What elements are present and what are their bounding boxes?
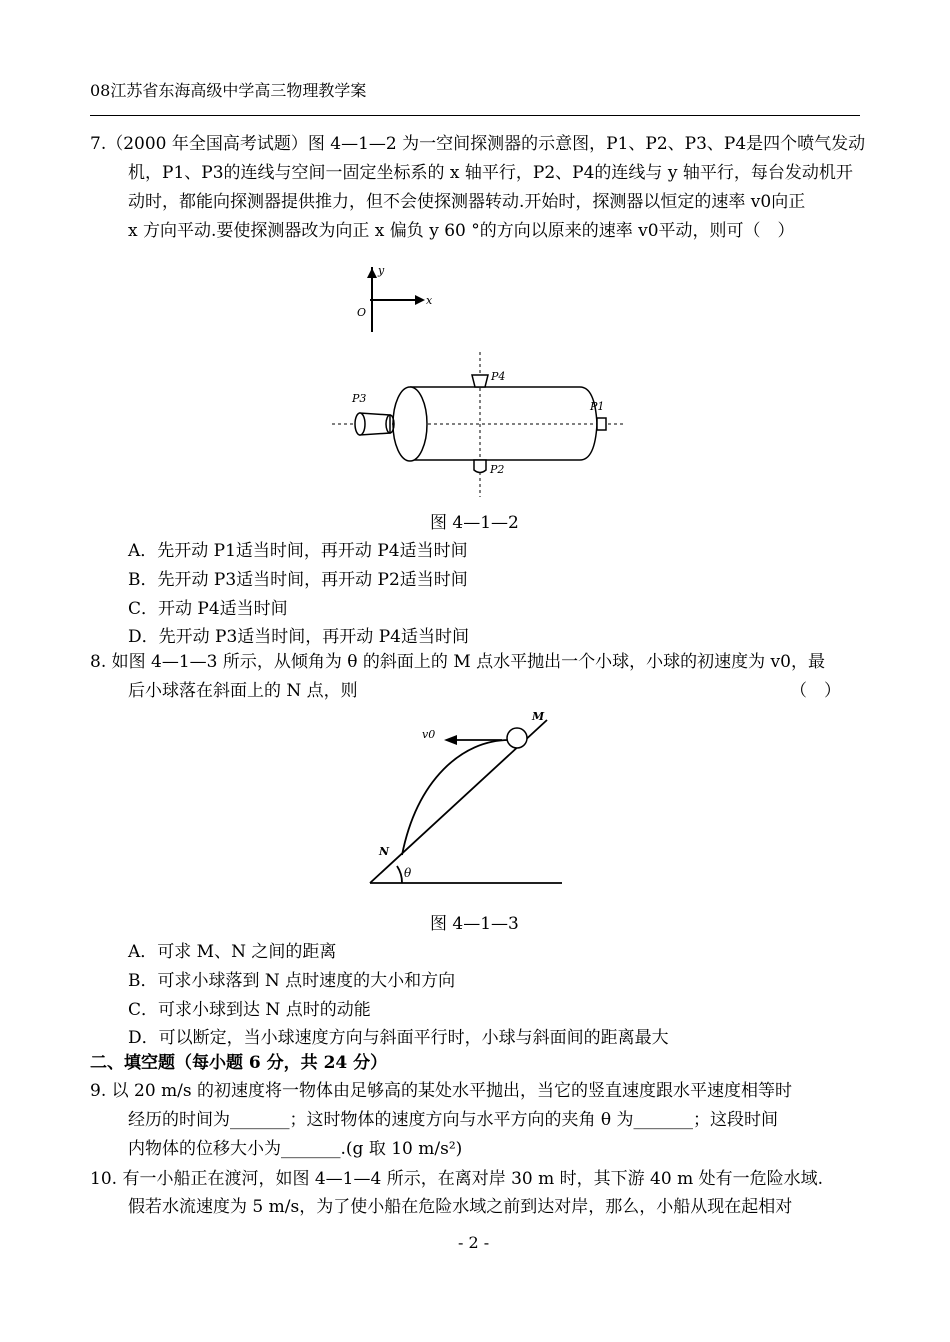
q9-line-1: 9. 以 20 m/s 的初速度将一物体由足够高的某处水平抛出，当它的竖直速度跟水平速度相等时 — [90, 1081, 793, 1101]
q8-answer-blank: （ ） — [790, 681, 841, 701]
q10-line-2: 假若水流速度为 5 m/s，为了使小船在危险水域之前到达对岸，那么，小船从现在起相对 — [128, 1197, 793, 1217]
q8-option-d: D．可以断定，当小球速度方向与斜面平行时，小球与斜面间的距离最大 — [128, 1028, 669, 1048]
q9-line-3: 内物体的位移大小为_______.(g 取 10 m/s²) — [128, 1139, 463, 1159]
q8-option-a: A．可求 M、N 之间的距离 — [128, 942, 337, 962]
n-label: N — [379, 845, 390, 858]
q7-line-4: x 方向平动.要使探测器改为向正 x 偏负 y 60 °的方向以原来的速率 v0平动，则可（ ） — [128, 221, 795, 241]
q8-option-c: C．可求小球到达 N 点时的动能 — [128, 1000, 371, 1020]
figure-4-1-2 — [320, 252, 632, 502]
m-label: M — [532, 710, 545, 723]
fig1-y-label: y — [378, 264, 385, 277]
figure-4-1-3 — [362, 700, 567, 900]
q9-line-2: 经历的时间为_______；这时物体的速度方向与水平方向的夹角 θ 为_______；这段时间 — [128, 1110, 779, 1130]
q7-option-b: B．先开动 P3适当时间，再开动 P2适当时间 — [128, 570, 468, 590]
p3-nozzle — [355, 413, 394, 435]
q7-option-a: A．先开动 P1适当时间，再开动 P4适当时间 — [128, 541, 468, 561]
p1-label: P1 — [590, 400, 605, 413]
v0-label: v0 — [422, 728, 436, 741]
ball — [507, 728, 527, 748]
q7-line-1: 7.（2000 年全国高考试题）图 4—1—2 为一空间探测器的示意图，P1、P2、P3、P4是四个喷气发动 — [90, 134, 866, 154]
p4-label: P4 — [491, 370, 506, 383]
page-header: 08江苏省东海高级中学高三物理教学案 — [90, 81, 367, 100]
q8-line-1: 8. 如图 4—1—3 所示，从倾角为 θ 的斜面上的 M 点水平抛出一个小球，小球的初速度为 v0，最 — [90, 652, 825, 672]
p1-nozzle — [597, 418, 606, 430]
p2-label: P2 — [490, 463, 505, 476]
header-rule — [90, 115, 860, 116]
figure-4-1-2-caption: 图 4—1—2 — [430, 513, 519, 533]
q8-option-b: B．可求小球落到 N 点时速度的大小和方向 — [128, 971, 456, 991]
figure-4-1-3-caption: 图 4—1—3 — [430, 914, 519, 934]
q7-line-2: 机，P1、P3的连线与空间一固定坐标系的 x 轴平行，P2、P4的连线与 y 轴平行，每台发动机开 — [128, 163, 853, 183]
q8-line-2: 后小球落在斜面上的 N 点，则 — [128, 681, 358, 701]
q7-line-3: 动时，都能向探测器提供推力，但不会使探测器转动.开始时，探测器以恒定的速率 v0向正 — [128, 192, 806, 212]
page-number: - 2 - — [458, 1233, 490, 1252]
q7-option-c: C．开动 P4适当时间 — [128, 599, 288, 619]
p3-label: P3 — [352, 392, 367, 405]
theta-label: θ — [404, 866, 412, 880]
section-2-title: 二、填空题（每小题 6 分，共 24 分） — [90, 1053, 388, 1073]
p4-nozzle — [472, 375, 488, 387]
theta-arc — [397, 866, 402, 883]
q7-option-d: D．先开动 P3适当时间，再开动 P4适当时间 — [128, 627, 469, 647]
fig1-x-label: x — [426, 294, 433, 307]
fig1-o-label: O — [357, 306, 367, 319]
p2-nozzle — [474, 460, 486, 473]
q10-line-1: 10. 有一小船正在渡河，如图 4—1—4 所示，在离对岸 30 m 时，其下游 40 m 处有一危险水域. — [90, 1169, 824, 1189]
